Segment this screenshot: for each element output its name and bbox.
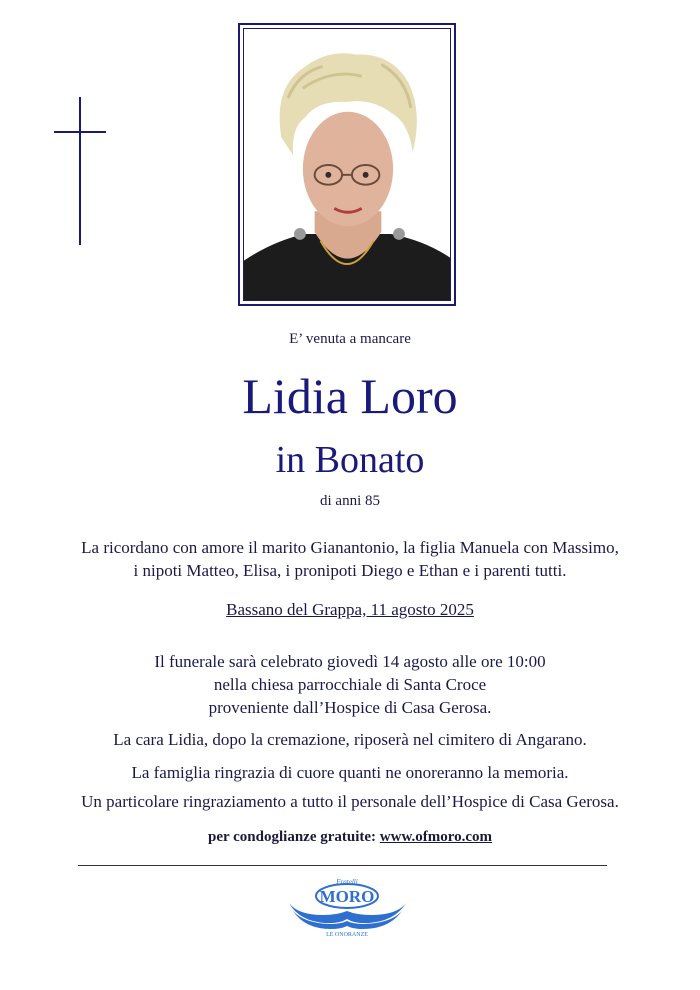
cremation-text: La cara Lidia, dopo la cremazione, riposerà nel cimitero di Angarano.	[113, 730, 587, 749]
moro-logo	[285, 875, 410, 937]
place-date	[0, 598, 700, 621]
cross-icon	[54, 97, 106, 247]
logo-main-text: MORO	[319, 887, 375, 906]
funeral-line: nella chiesa parrocchiale di Santa Croce	[213, 675, 487, 694]
divider-line	[78, 865, 607, 866]
hospice-thanks: Un particolare ringraziamento a tutto il personale dell’Hospice di Casa Gerosa.	[81, 792, 619, 811]
age-text: di anni 85	[320, 493, 380, 509]
married-name: in Bonato	[275, 439, 425, 481]
logo-bottom-text: LE ONORANZE	[326, 932, 368, 937]
place-date-text: Bassano del Grappa, 11 agosto 2025	[226, 600, 474, 619]
funeral-details	[0, 650, 700, 719]
funeral-line: Il funerale sarà celebrato giovedì 14 agosto alle ore 10:00	[154, 652, 546, 671]
portrait-frame	[238, 23, 456, 306]
portrait-photo	[243, 28, 451, 301]
family-remembrance	[0, 536, 700, 582]
deceased-name: Lidia Loro	[242, 368, 458, 424]
condolences-line	[0, 829, 700, 846]
intro-text: E’ venuta a mancare	[289, 331, 411, 347]
logo-top-text: Fratelli	[336, 878, 358, 886]
condolences-link[interactable]: www.ofmoro.com	[379, 829, 492, 845]
family-thanks: La famiglia ringrazia di cuore quanti ne onoreranno la memoria.	[131, 763, 569, 782]
remembrance-line: La ricordano con amore il marito Gianantonio, la figlia Manuela con Massimo,	[81, 538, 619, 557]
remembrance-line: i nipoti Matteo, Elisa, i pronipoti Diego e Ethan e i parenti tutti.	[133, 561, 567, 580]
condolences-label: per condoglianze gratuite:	[208, 829, 377, 845]
funeral-line: proveniente dall’Hospice di Casa Gerosa.	[208, 698, 492, 717]
